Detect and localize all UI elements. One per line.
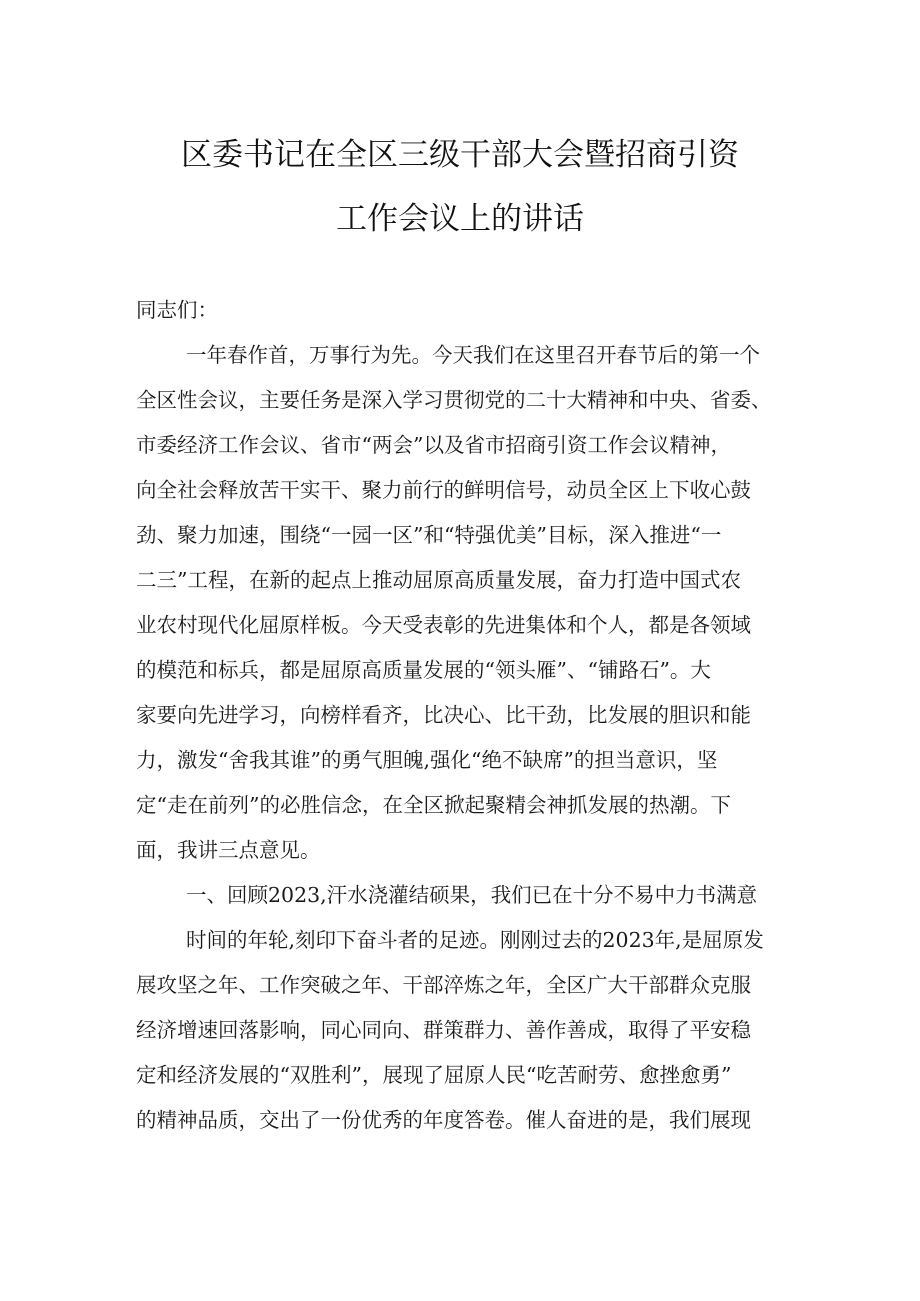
paragraph-line: 市委经济工作会议、省市“两会”以及省市招商引资工作会议精神， [136,433,731,457]
paragraph-line: 劲、聚力加速，围绕“一园一区”和“特强优美”目标，深入推进“一 [136,523,722,547]
paragraph-line: 二三”工程，在新的起点上推动屈原高质量发展，奋力打造中国式农 [136,568,741,592]
paragraph-line: 一年春作首，万事行为先。今天我们在这里召开春节后的第一个 [186,343,760,367]
paragraph-line: 向全社会释放苦干实干、聚力前行的鲜明信号，动员全区上下收心鼓 [136,478,751,502]
paragraph-line: 的模范和标兵，都是屈原高质量发展的“领头雁”、“铺路石”。大 [136,658,711,682]
paragraph-line: 力，激发“舍我其谁”的勇气胆魄,强化“绝不缺席”的担当意识，坚 [136,748,718,772]
paragraph-line: 经济增速回落影响，同心同向、群策群力、善作善成，取得了平安稳 [136,1018,751,1042]
paragraph-line: 的精神品质，交出了一份优秀的年度答卷。催人奋进的是，我们展现 [136,1108,751,1132]
paragraph-line: 业农村现代化屈原样板。今天受表彰的先进集体和个人，都是各领域 [136,613,751,637]
paragraph-line: 面，我讲三点意见。 [136,838,321,862]
paragraph-line: 展攻坚之年、工作突破之年、干部淬炼之年，全区广大干部群众克服 [136,973,751,997]
paragraph-line: 定“走在前列”的必胜信念，在全区掀起聚精会神抓发展的热潮。下 [136,793,731,817]
paragraph-line: 定和经济发展的“双胜利”，展现了屈原人民“吃苦耐劳、愈挫愈勇” [136,1063,732,1087]
document-title-line-1: 区委书记在全区三级干部大会暨招商引资 [181,137,739,173]
paragraph-line: 时间的年轮,刻印下奋斗者的足迹。刚刚过去的2023年,是屈原发 [186,928,764,952]
salutation: 同志们： [136,298,218,322]
document-title-line-2: 工作会议上的讲话 [336,201,584,237]
paragraph-line: 全区性会议，主要任务是深入学习贯彻党的二十大精神和中央、省委、 [136,388,772,412]
paragraph-line: 家要向先进学习，向榜样看齐，比决心、比干劲，比发展的胆识和能 [136,703,751,727]
section-heading-line: 一、回顾2023,汗水浇灌结硕果，我们已在十分不易中力书满意 [186,883,758,907]
